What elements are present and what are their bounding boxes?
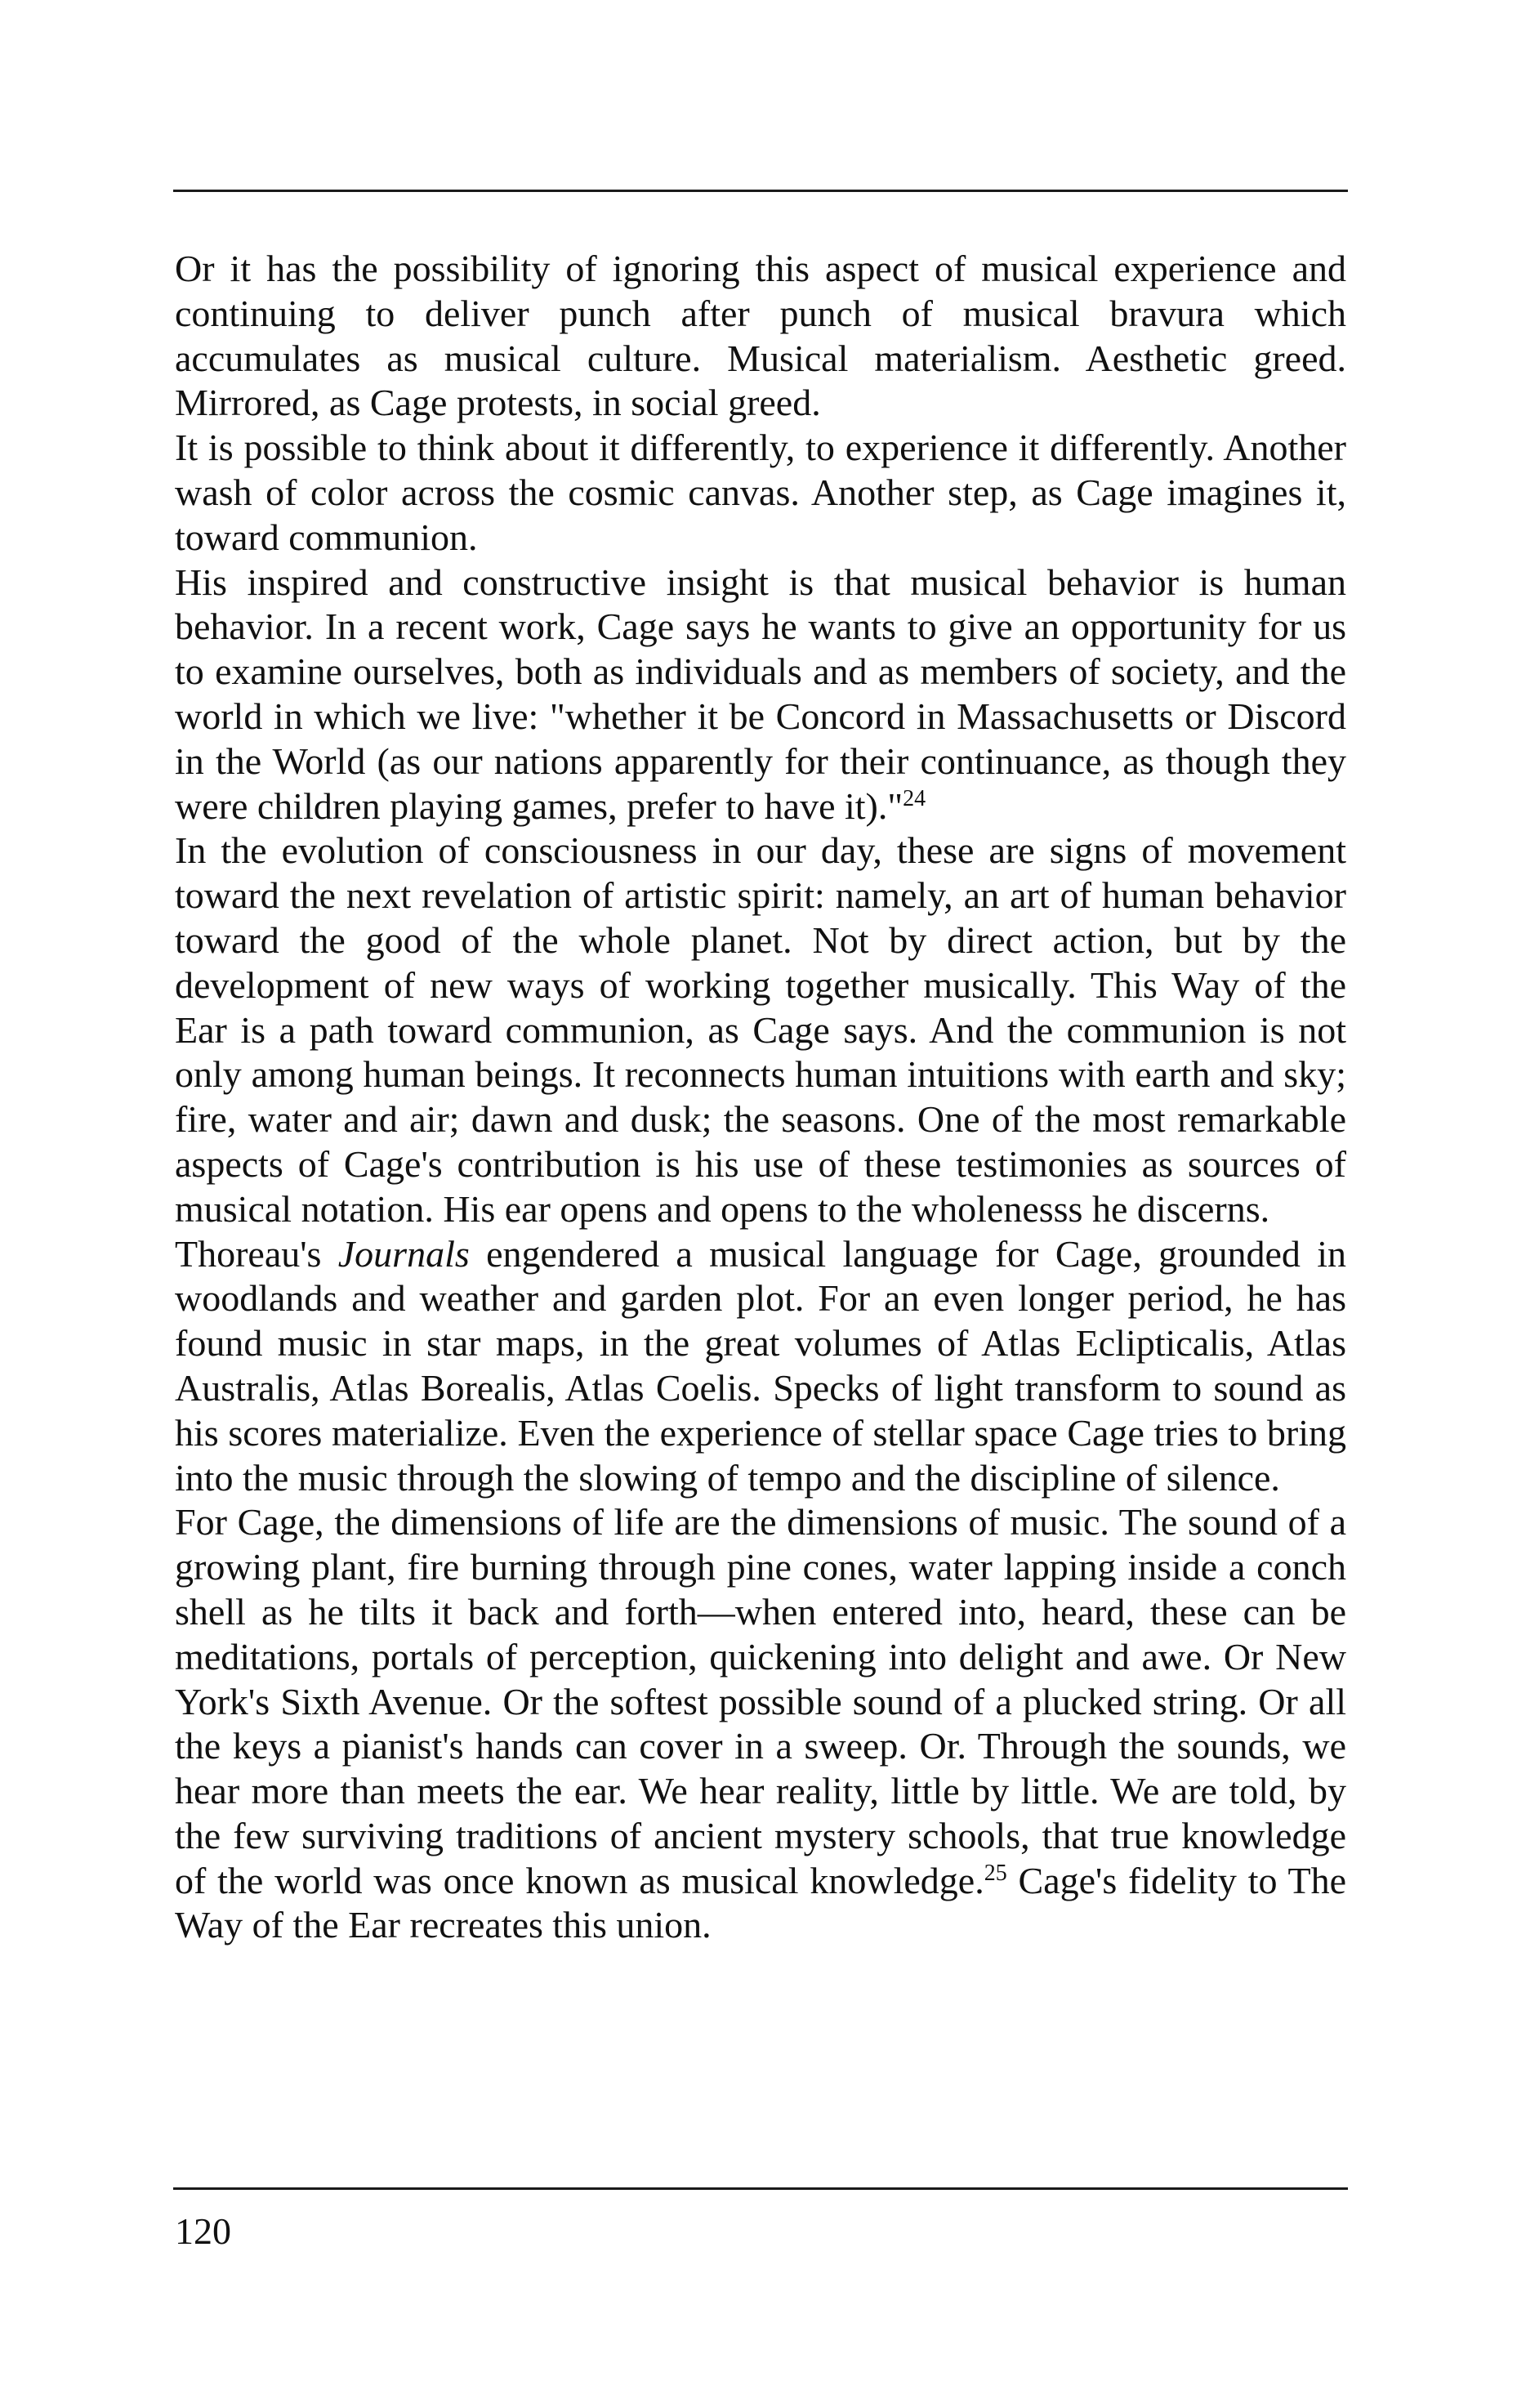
page-body — [175, 247, 1346, 1948]
paragraph-6 — [175, 1500, 1346, 1948]
paragraph-text: It is possible to think about it differently, to experience it differently. Another wash of color across the cosmic canvas. Another step, as Cage imagines it, toward communion. — [175, 427, 1346, 558]
page-number: 120 — [175, 2210, 231, 2252]
paragraph-lead: Thoreau's — [175, 1232, 338, 1275]
paragraph-text: engendered a musical language for Cage, grounded in woodlands and weather and garden plot. For an even longer period, he has found music in star maps, in the great volumes of Atlas Eclipticalis, Atlas Australis, Atlas Borealis, Atlas Coelis. Specks of light transform to sound as his scores materialize. Even the experience of stellar space Cage tries to bring into the music through the slowing of tempo and the discipline of silence. — [175, 1232, 1346, 1499]
paragraph-5 — [175, 1232, 1346, 1501]
paragraph-text: In the evolution of consciousness in our day, these are signs of movement toward the next revelation of artistic spirit: namely, an art of human behavior toward the good of the whole planet. Not by direct action, but by the development of new ways of working together musically. This Way of the Ear is a path toward communion, as Cage says. And the communion is not only among human beings. It reconnects human intuitions with earth and sky; fire, water and air; dawn and dusk; the seasons. One of the most remarkable aspects of Cage's contribution is his use of these testimonies as sources of musical notation. His ear opens and opens to the wholenesss he discerns. — [175, 829, 1346, 1230]
paragraph-4 — [175, 829, 1346, 1231]
paragraph-text: His inspired and constructive insight is that musical behavior is human behavior. In a recent work, Cage says he wants to give an opportunity for us to examine ourselves, both as individuals and as members of society, and the world in which we live: "whether it be Concord in Massachusetts or Discord in the World (as our nations apparently for their continuance, as though they were children playing games, prefer to have it)." — [175, 561, 1346, 827]
bottom-rule — [173, 2187, 1348, 2190]
footnote-ref-25: 25 — [984, 1860, 1007, 1886]
book-title-journals: Journals — [337, 1232, 470, 1275]
paragraph-text: Or it has the possibility of ignoring this aspect of musical experience and continuing to deliver punch after punch of musical bravura which accumulates as musical culture. Musical materialism. Aesthetic greed. Mirrored, as Cage protests, in social greed. — [175, 248, 1346, 424]
paragraph-text: For Cage, the dimensions of life are the dimensions of music. The sound of a growing plant, fire burning through pine cones, water lapping inside a conch shell as he tilts it back and forth—when entered into, heard, these can be meditations, portals of perception, quickening into delight and awe. Or New York's Sixth Avenue. Or the softest possible sound of a plucked string. Or all the keys a pianist's hands can cover in a sweep. Or. Through the sounds, we hear more than meets the ear. We hear reality, little by little. We are told, by the few surviving traditions of ancient mystery schools, that true knowledge of the world was once known as musical knowledge. — [175, 1501, 1346, 1901]
paragraph-1 — [175, 247, 1346, 426]
paragraph-3 — [175, 561, 1346, 829]
paragraph-2 — [175, 426, 1346, 560]
footnote-ref-24: 24 — [903, 785, 926, 811]
top-rule — [173, 190, 1348, 192]
paragraph-tail: Cage's fidelity to The Way of the Ear recreates this union. — [175, 1859, 1347, 1946]
